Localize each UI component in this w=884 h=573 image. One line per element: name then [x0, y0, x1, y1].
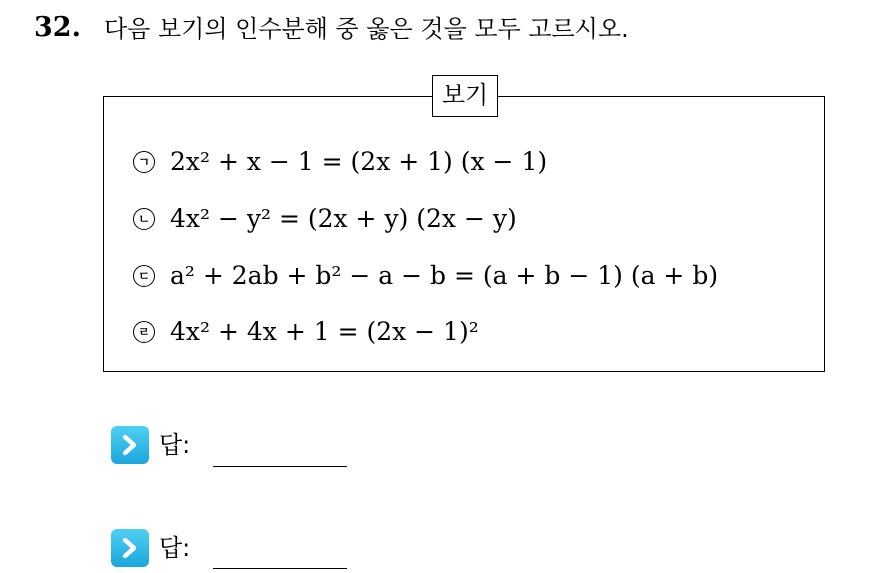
- choice-expression-4: 4x² + 4x + 1 = (2x − 1)²: [170, 317, 479, 346]
- choice-item-3: [133, 258, 718, 294]
- choice-expression-3: a² + 2ab + b² − a − b = (a + b − 1) (a + b): [170, 261, 719, 290]
- choice-marker-4: ㄹ: [133, 321, 155, 343]
- choice-item-1: [133, 144, 547, 180]
- question-number: 32.: [34, 12, 81, 43]
- choice-marker-2: ㄴ: [133, 208, 155, 230]
- choice-expression-2: 4x² − y² = (2x + y) (2x − y): [170, 204, 517, 233]
- choice-item-2: [133, 201, 517, 237]
- answer-row-2: [111, 528, 190, 568]
- answer-blank-2[interactable]: [213, 568, 347, 569]
- answer-blank-1[interactable]: [213, 466, 347, 467]
- choice-item-4: [133, 314, 479, 350]
- question-text: 다음 보기의 인수분해 중 옳은 것을 모두 고르시오.: [104, 15, 629, 43]
- choices-box-label: 보기: [432, 75, 498, 117]
- answer-label-1: 답:: [159, 431, 191, 459]
- chevron-right-icon: [111, 529, 149, 567]
- answer-label-2: 답:: [159, 534, 191, 562]
- choice-marker-3: ㄷ: [133, 265, 155, 287]
- chevron-right-icon: [111, 426, 149, 464]
- choice-expression-1: 2x² + x − 1 = (2x + 1) (x − 1): [170, 147, 548, 176]
- answer-row-1: [111, 425, 190, 465]
- choice-marker-1: ㄱ: [133, 151, 155, 173]
